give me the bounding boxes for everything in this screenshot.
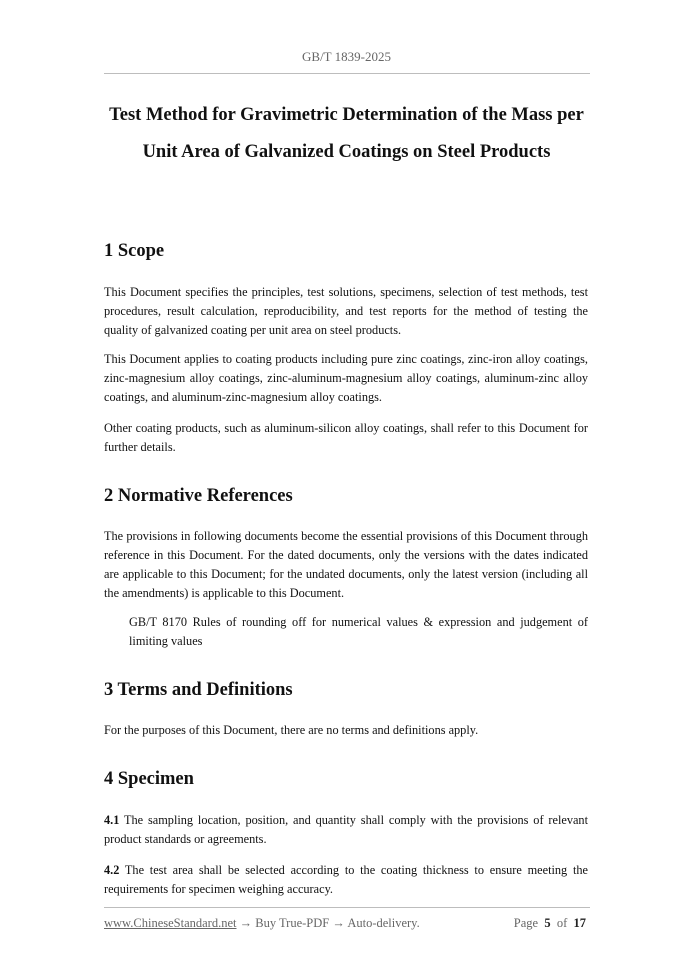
clause-text: The test area shall be selected according to the coating thickness to ensure meeting the requirements for specimen weighing accuracy. [104, 863, 588, 896]
page-label: Page [513, 916, 539, 930]
document-title-line-2: Unit Area of Galvanized Coatings on Steel Products [142, 142, 551, 162]
page-footer [104, 916, 590, 931]
scope-paragraph-3: Other coating products, such as aluminum-silicon alloy coatings, shall refer to this Document for further details. [104, 421, 588, 454]
website-link[interactable]: www.ChineseStandard.net [104, 916, 237, 930]
document-title-line-1: Test Method for Gravimetric Determination of the Mass per [109, 105, 584, 125]
scope-paragraph-1: This Document specifies the principles, test solutions, specimens, selection of test methods, test procedures, result calculation, reproducibility, and test reports for the method of testing the quality of galvanized coating per unit area on steel products. [104, 285, 588, 337]
clause-text: The sampling location, position, and quantity shall comply with the provisions of relevant product standards or agreements. [104, 813, 588, 846]
arrow-right-icon: → [239, 916, 253, 930]
section-heading-specimen: 4 Specimen [104, 769, 194, 789]
normative-paragraph-1: The provisions in following documents become the essential provisions of this Document through reference in this Document. For the dated documents, only the versions with the dates indicated are applicable to this Document; for the undated documents, only the latest version (including all the amendments) is applicable to this Document. [104, 529, 588, 600]
page-number: 5 [544, 916, 551, 930]
normative-reference-item: GB/T 8170 Rules of rounding off for numerical values & expression and judgement of limiting values [129, 615, 588, 648]
arrow-right-icon: → [332, 916, 345, 930]
header-divider [104, 73, 590, 74]
page-total: 17 [573, 916, 586, 930]
section-heading-scope: 1 Scope [104, 241, 165, 261]
clause-4-1 [104, 811, 588, 849]
clause-4-2 [104, 861, 588, 899]
clause-number: 4.1 [104, 813, 120, 827]
auto-delivery-text: Auto-delivery. [347, 916, 420, 930]
clause-number: 4.2 [104, 863, 120, 877]
running-header: GB/T 1839-2025 [302, 49, 391, 64]
footer-divider [104, 907, 590, 908]
page-indicator [514, 916, 586, 931]
of-label: of [556, 916, 568, 930]
terms-paragraph-1: For the purposes of this Document, there are no terms and definitions apply. [104, 723, 479, 737]
section-heading-terms: 3 Terms and Definitions [104, 680, 293, 700]
section-heading-normative-references: 2 Normative References [104, 486, 293, 506]
buy-pdf-text: Buy True-PDF [255, 916, 330, 930]
scope-paragraph-2: This Document applies to coating products including pure zinc coatings, zinc-iron alloy coatings, zinc-magnesium alloy coatings, zinc-aluminum-magnesium alloy coatings, aluminum-zinc alloy coatings, and aluminum-zinc-magnesium alloy coatings. [104, 352, 588, 404]
